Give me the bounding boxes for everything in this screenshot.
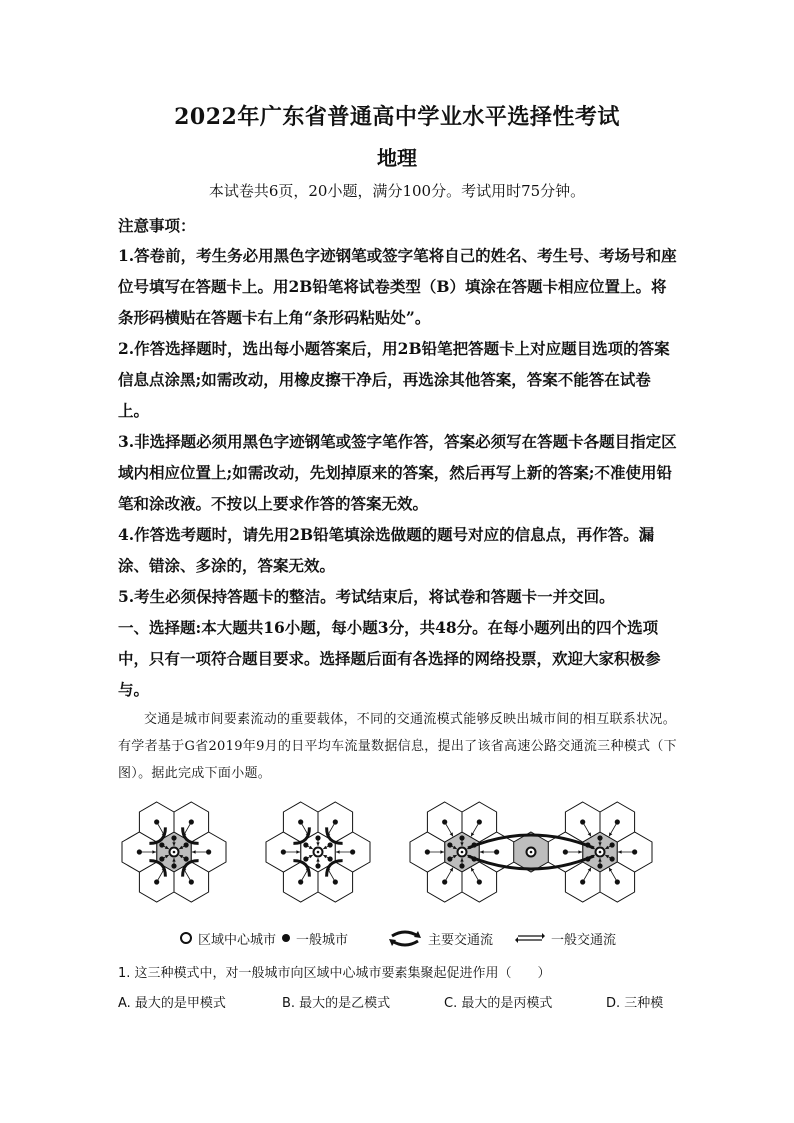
legend-center-city: 区域中心城市 — [198, 932, 277, 948]
notice-item: 3.非选择题必须用黑色字迹钢笔或签字笔作答，答案必须写在答题卡各题目指定区域内相应位置上;如需改动，先划掉原来的答案，然后再写上新的答案;不准使用铅笔和涂改液。不按以上要求作答的答案无效。 — [118, 432, 677, 513]
notice-item: 2.作答选择题时，选出每小题答案后，用2B铅笔把答题卡上对应题目选项的答案信息点涂黑;如需改动，用橡皮擦干净后，再选涂其他答案，答案不能答在试卷上。 — [118, 339, 670, 420]
page-title: 2022年广东省普通高中学业水平选择性考试 — [174, 104, 620, 130]
legend-main-flow: 主要交通流 — [428, 932, 494, 948]
general-city-dot — [610, 856, 615, 861]
main-flow-icon — [388, 928, 422, 948]
question-stem: 1. 这三种模式中，对一般城市向区域中心城市要素集聚起促进作用（ ） — [118, 966, 551, 981]
legend-general-flow: 一般交通流 — [551, 932, 617, 948]
section-heading: 一、选择题:本大题共16小题，每小题3分，共48分。在每小题列出的四个选项中，只有一项符合题目要求。选择题后面有各选择的网络投票，欢迎大家积极参与。 — [118, 618, 661, 699]
exam-intro: 本试卷共6页，20小题，满分100分。考试用时75分钟。 — [208, 182, 586, 200]
question-options — [118, 992, 678, 1012]
subject-title: 地理 — [377, 146, 417, 170]
center-city-core — [173, 851, 176, 854]
notice-heading: 注意事项： — [118, 216, 196, 235]
option-b[interactable]: B. 最大的是乙模式 — [282, 996, 391, 1011]
general-city-dot — [159, 842, 164, 847]
center-city-symbol — [180, 932, 192, 944]
center-city-core — [461, 851, 464, 854]
material-text: 交通是城市间要素流动的重要载体，不同的交通流模式能够反映出城市间的相互联系状况。有学者基于G省2019年9月的日平均车流量数据信息，提出了该省高速公路交通流三种模式（下图）。据此完成下面小题。 — [118, 712, 677, 781]
diagram-legend — [180, 926, 650, 950]
notice-list — [118, 240, 678, 612]
notice-item: 5.考生必须保持答题卡的整洁。考试结束后，将试卷和答题卡一并交回。 — [118, 587, 615, 606]
option-a[interactable]: A. 最大的是甲模式 — [118, 996, 226, 1011]
center-city-core — [599, 851, 602, 854]
notice-item: 4.作答选考题时，请先用2B铅笔填涂选做题的题号对应的信息点，再作答。漏涂、错涂、多涂的，答案无效。 — [118, 525, 655, 575]
option-d[interactable]: D. 三种模 — [606, 996, 664, 1011]
general-city-symbol — [282, 934, 290, 942]
general-flow-icon — [515, 931, 545, 945]
option-c[interactable]: C. 最大的是丙模式 — [444, 996, 553, 1011]
general-city-dot — [298, 819, 303, 824]
general-city-dot — [610, 842, 615, 847]
center-city-core — [530, 851, 533, 854]
notice-item: 1.答卷前，考生务必用黑色字迹钢笔或签字笔将自己的姓名、考生号、考场号和座位号填写在答题卡上。用2B铅笔将试卷类型（B）填涂在答题卡相应位置上。将条形码横贴在答题卡右上角“条形码粘贴处”。 — [118, 246, 677, 327]
center-city-core — [317, 851, 320, 854]
legend-general-city: 一般城市 — [296, 932, 349, 948]
traffic-flow-diagram — [112, 792, 692, 920]
general-city-dot — [159, 856, 164, 861]
general-city-dot — [298, 879, 303, 884]
